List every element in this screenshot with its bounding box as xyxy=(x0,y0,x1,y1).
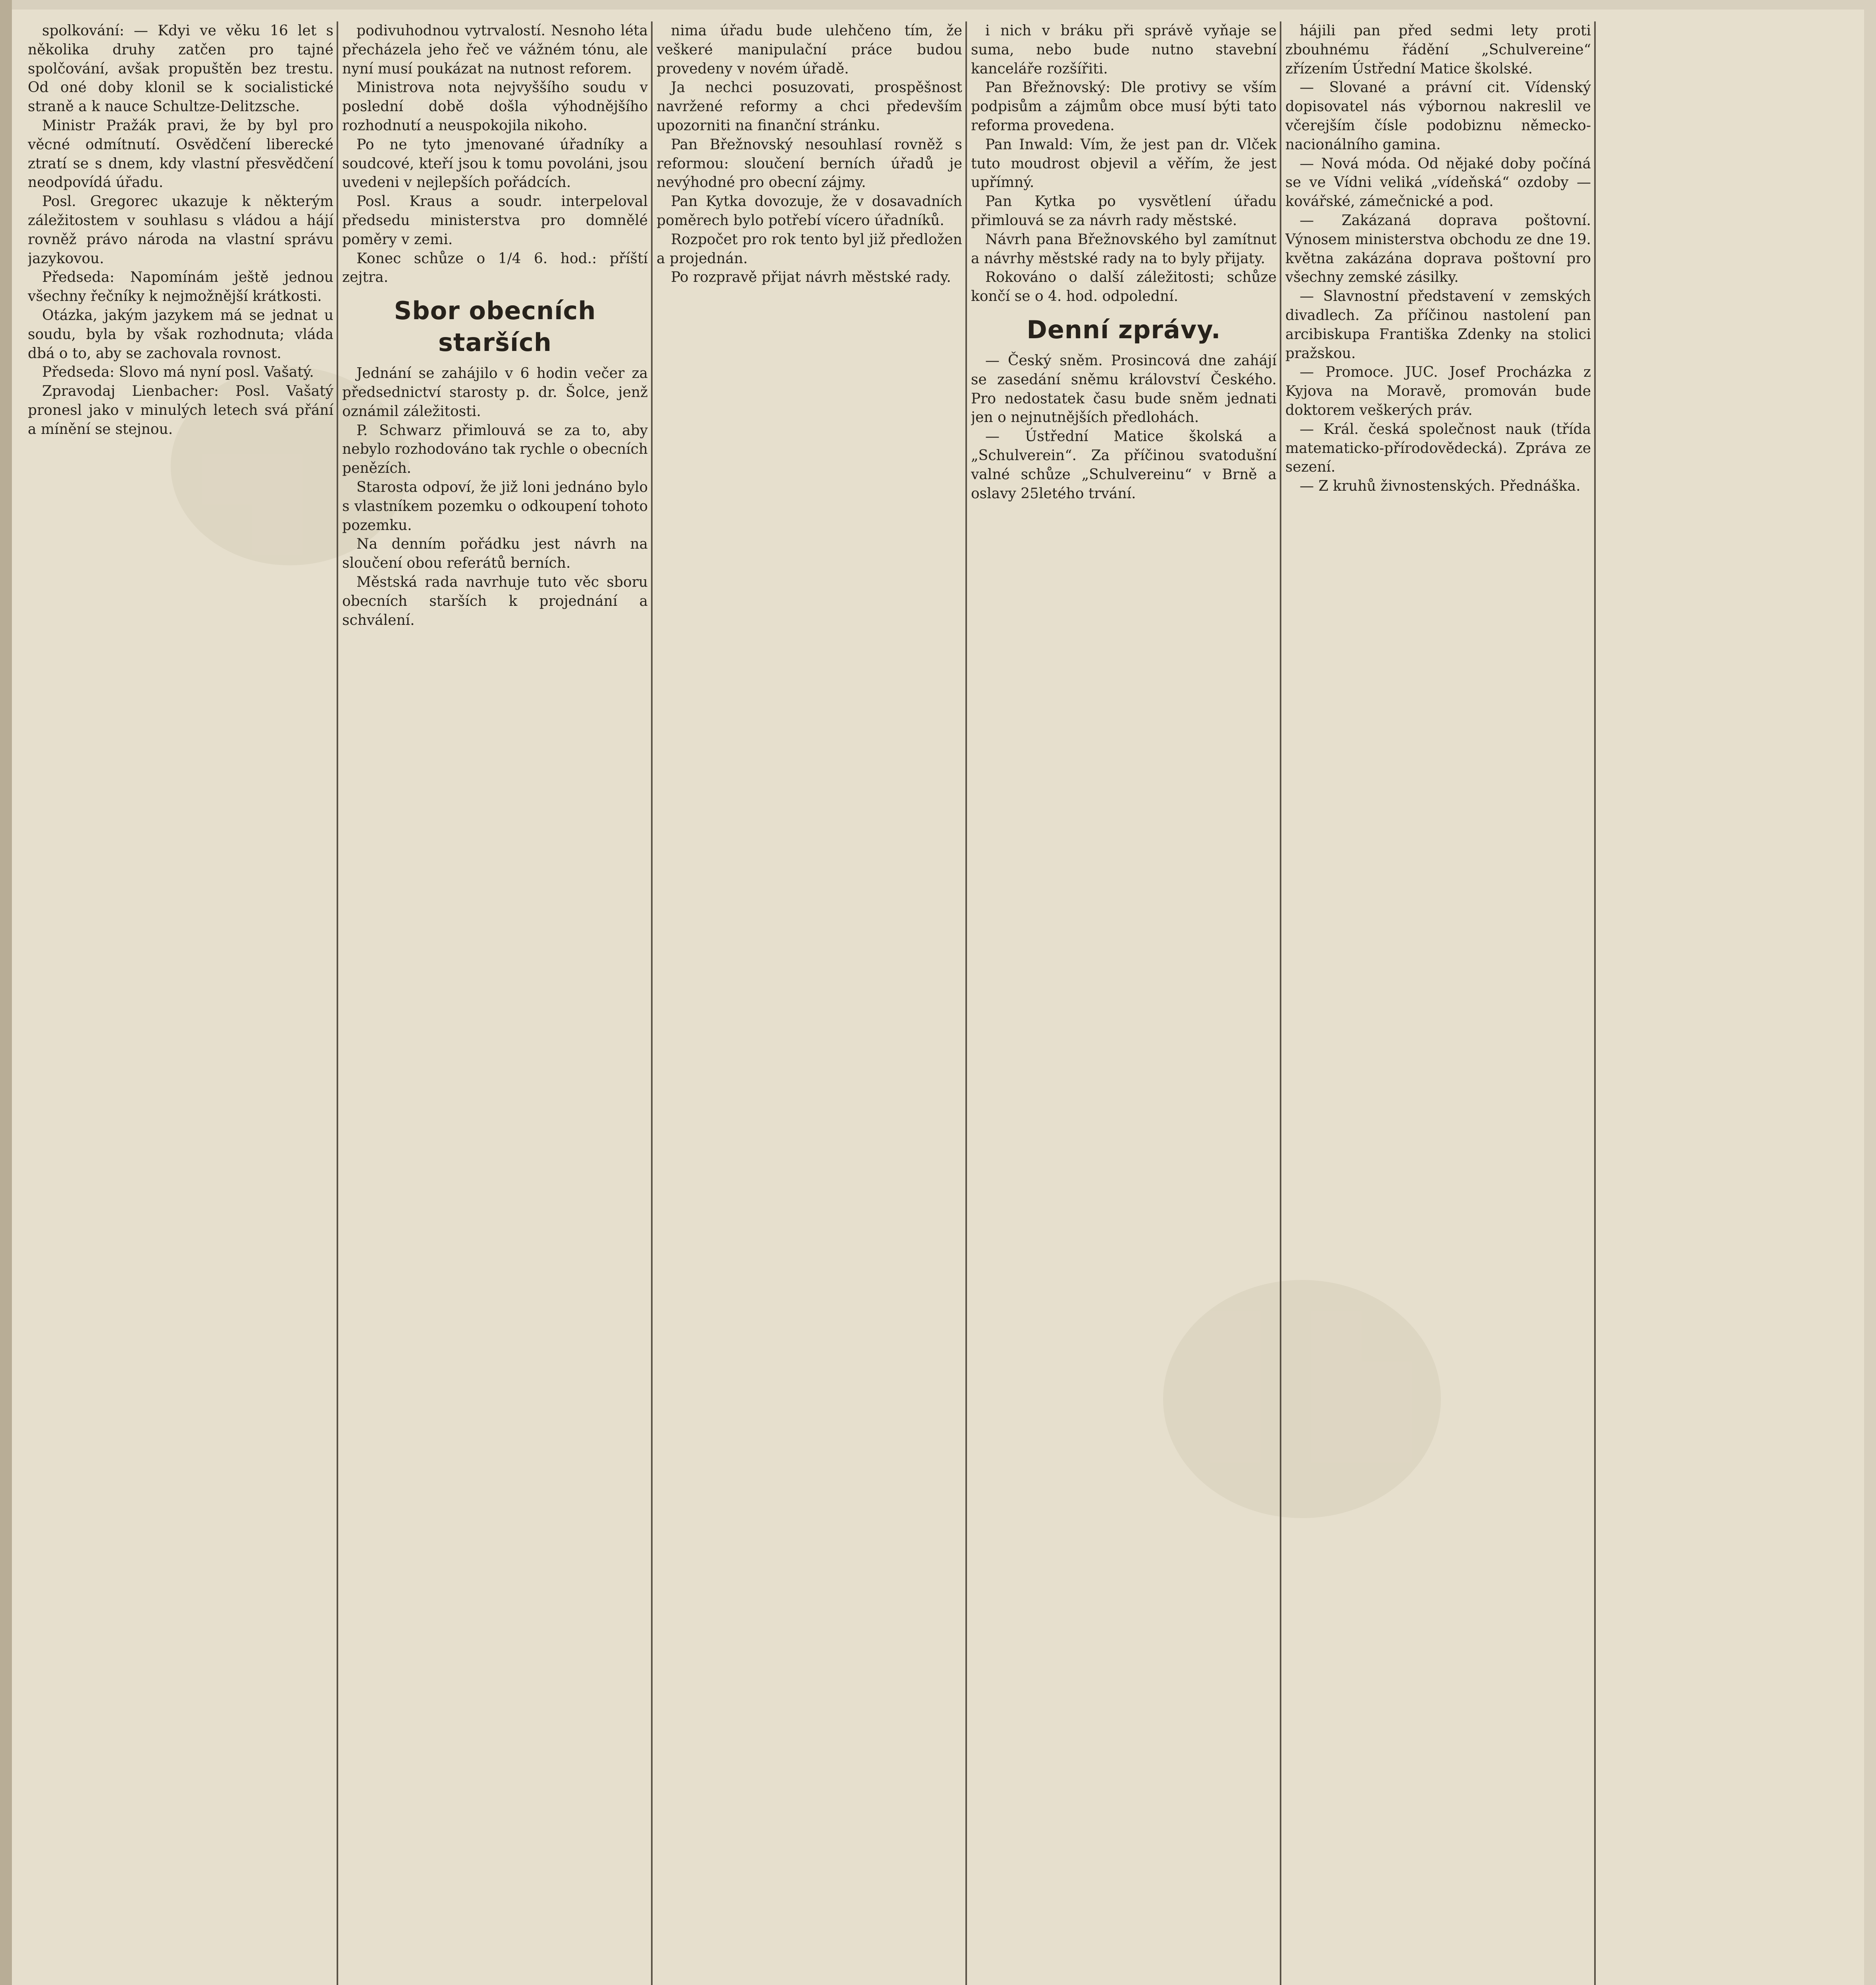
paragraph: Zpravodaj Lienbacher: Posl. Vašatý pronesl jako v minulých letech svá přání a mínění se stejnou. xyxy=(28,383,333,437)
paragraph: Městská rada navrhuje tuto věc sboru obecních starších k projednání a schválení. xyxy=(342,574,648,628)
paragraph: nima úřadu bude ulehčeno tím, že veškeré manipulační práce budou provedeny v novém úřadě. xyxy=(657,23,962,77)
paragraph: — Český sněm. Prosincová dne zahájí se zasedání sněmu království Českého. Pro nedostatek času bude sněm jednati jen o nejnutnějších předlohách. xyxy=(971,352,1277,426)
paragraph: Otázka, jakým jazykem má se jednat u soudu, byla by však rozhodnuta; vláda dbá o to, aby se zachovala rovnost. xyxy=(28,307,333,362)
paragraph: Rozpočet pro rok tento byl již předložen a projednán. xyxy=(657,231,962,267)
paragraph: Pan Inwald: Vím, že jest pan dr. Vlček tuto moudrost objevil a věřím, že jest upřímný. xyxy=(971,136,1277,191)
paragraph: Konec schůze o 1/4 6. hod.: příští zejtra. xyxy=(342,250,648,286)
paragraph: Předseda: Slovo má nyní posl. Vašatý. xyxy=(42,364,314,381)
paragraph: spolkování: — Kdyi ve věku 16 let s několika druhy zatčen pro tajné spolčování, avšak propuštěn bez trestu. Od oné doby klonil se k socialistické straně a k nauce Schultze-Delitzsche. xyxy=(28,23,333,115)
paragraph: P. Schwarz přimlouvá se za to, aby nebylo rozhodováno tak rychle o obecních penězích. xyxy=(342,422,648,477)
paragraph: — Zakázaná doprava poštovní. Výnosem ministerstva obchodu ze dne 19. května zakázána doprava poštovní pro všechny zemské zásilky. xyxy=(1285,212,1591,286)
paragraph: Jednání se zahájilo v 6 hodin večer za předsednictví starosty p. dr. Šolce, jenž oznámil záležitosti. xyxy=(342,365,648,420)
paragraph: Posl. Gregorec ukazuje k některým záležitostem v souhlasu s vládou a hájí rovněž právo národa na vlastní správu jazykovou. xyxy=(28,193,333,267)
column-4 xyxy=(971,21,1277,1985)
column-rule xyxy=(651,21,653,1985)
column-1 xyxy=(28,21,333,1985)
paragraph: — Král. česká společnost nauk (třída matematicko-přírodovědecká). Zpráva ze sezení. xyxy=(1285,421,1591,476)
paragraph: Pan Kytka po vysvětlení úřadu přimlouvá se za návrh rady městské. xyxy=(971,193,1277,229)
column-rule xyxy=(337,21,338,1985)
column-rule xyxy=(965,21,967,1985)
paragraph: — Nová móda. Od nějaké doby počíná se ve Vídni veliká „vídeňská“ ozdoby — kovářské, zámečnické a pod. xyxy=(1285,155,1591,210)
paragraph: Po rozpravě přijat návrh městské rady. xyxy=(671,269,951,286)
paragraph: Ja nechci posuzovati, prospěšnost navržené reformy a chci především upozorniti na finanční stránku. xyxy=(657,79,962,134)
paragraph: Předseda: Napomínám ještě jednou všechny řečníky k nejmožnější krátkosti. xyxy=(28,269,333,305)
paragraph: podivuhodnou vytrvalostí. Nesnoho léta přecházela jeho řeč ve vážném tónu, ale nyní musí poukázat na nutnost reforem. xyxy=(342,23,648,77)
paragraph: — Slované a právní cit. Vídenský dopisovatel nás výbornou nakreslil ve včerejším čísle podobiznu německo-nacionálního gamina. xyxy=(1285,79,1591,153)
paragraph: Pan Kytka dovozuje, že v dosavadních poměrech bylo potřebí vícero úřadníků. xyxy=(657,193,962,229)
paragraph: Ministrova nota nejvyššího soudu v poslední době došla výhodnějšího rozhodnutí a neuspokojila nikoho. xyxy=(342,79,648,134)
paragraph: — Promoce. JUC. Josef Procházka z Kyjova na Moravě, promován bude doktorem veškerých práv. xyxy=(1285,364,1591,418)
paragraph: — Slavnostní představení v zemských divadlech. Za příčinou nastolení pan arcibiskupa Františka Zdenky na stolici pražskou. xyxy=(1285,288,1591,362)
paragraph: Na denním pořádku jest návrh na sloučení obou referátů berních. xyxy=(342,536,648,572)
paragraph: — Z kruhů živnostenských. Přednáška. xyxy=(1300,478,1581,495)
section-heading: Sbor obecních starších xyxy=(394,296,596,357)
paragraph: — Ústřední Matice školská a „Schulverein“. Za příčinou svatodušní valné schůze „Schulvereinu“ v Brně a oslavy 25letého trvání. xyxy=(971,428,1277,502)
paragraph: Pan Břežnovský: Dle protivy se vším podpisům a zájmům obce musí býti tato reforma provedena. xyxy=(971,79,1277,134)
paragraph: Po ne tyto jmenované úřadníky a soudcové, kteří jsou k tomu povoláni, jsou uvedeni v nejlepších pořádcích. xyxy=(342,136,648,191)
paragraph: i nich v bráku při správě vyňaje se suma, nebo bude nutno stavební kanceláře rozšířiti. xyxy=(971,23,1277,77)
paragraph: Pan Břežnovský nesouhlasí rovněž s reformou: sloučení berních úřadů je nevýhodné pro obecní zájmy. xyxy=(657,136,962,191)
paragraph: Starosta odpoví, že již loni jednáno bylo s vlastníkem pozemku o odkoupení tohoto pozemku. xyxy=(342,479,648,534)
paragraph: Ministr Pražák pravi, že by byl pro věcné odmítnutí. Osvědčení liberecké ztratí se s dnem, kdy vlastní přesvědčení neodpovídá úřadu. xyxy=(28,117,333,191)
column-rule xyxy=(1280,21,1281,1985)
paragraph: Rokováno o další záležitosti; schůze končí se o 4. hod. odpolední. xyxy=(971,269,1277,305)
column-3 xyxy=(657,21,962,1985)
column-5 xyxy=(1285,21,1591,1985)
column-rule xyxy=(1594,21,1596,1985)
newspaper-page xyxy=(12,10,1864,1985)
page-edge xyxy=(0,0,12,1985)
paragraph: Návrh pana Břežnovského byl zamítnut a návrhy městské rady na to byly přijaty. xyxy=(971,231,1277,267)
column-2 xyxy=(342,21,648,1985)
paragraph: Posl. Kraus a soudr. interpeloval předsedu ministerstva pro domnělé poměry v zemi. xyxy=(342,193,648,248)
paragraph: hájili pan před sedmi lety proti zbouhnému řádění „Schulvereine“ zřízením Ústřední Matice školské. xyxy=(1285,23,1591,77)
section-heading: Denní zprávy. xyxy=(1027,315,1221,344)
